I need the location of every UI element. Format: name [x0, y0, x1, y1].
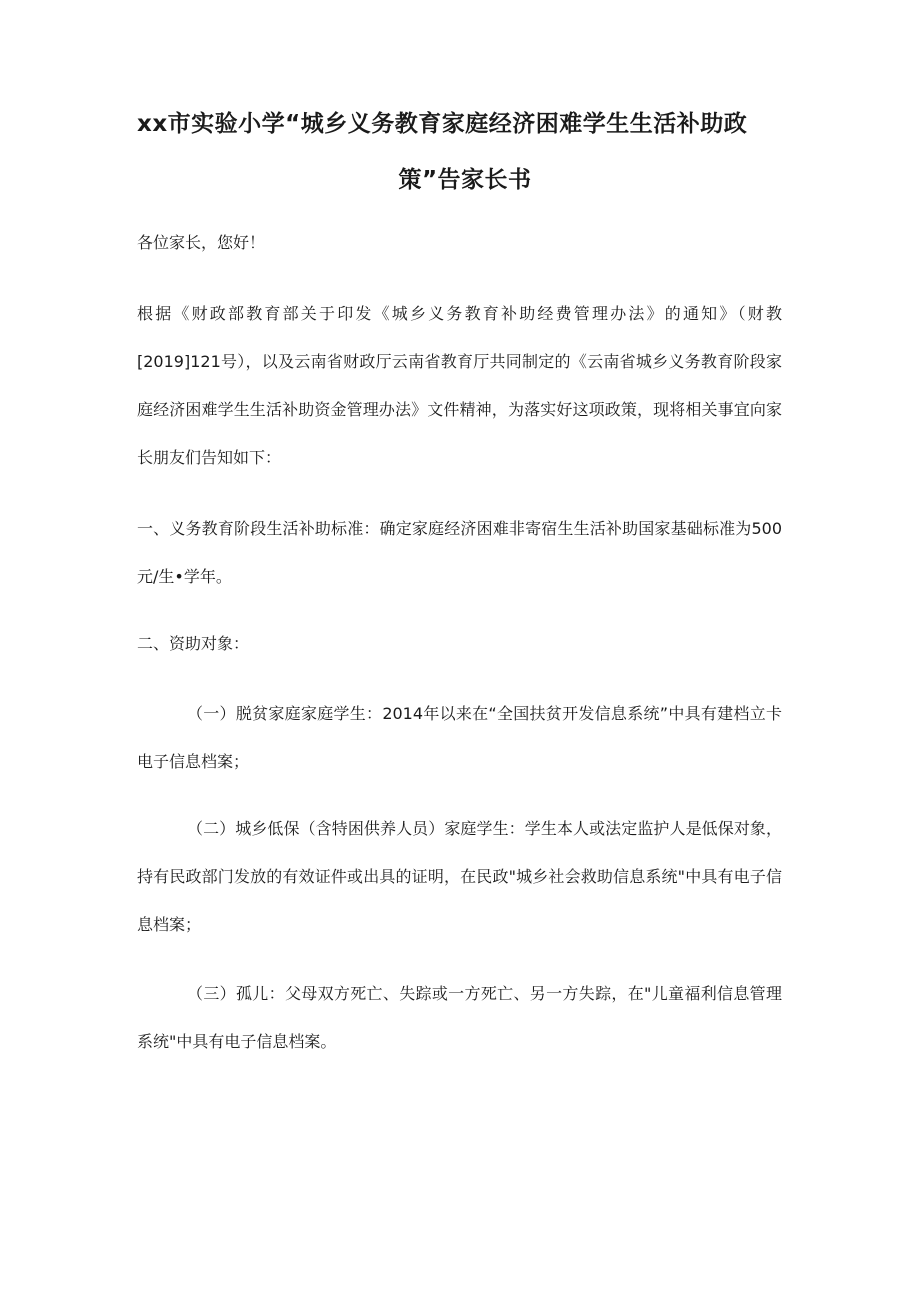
- item-2-low-income-families: （二）城乡低保（含特困供养人员）家庭学生：学生本人或法定监护人是低保对象，持有民政部门发放的有效证件或出具的证明，在民政"城乡社会救助信息系统"中具有电子信息档案；: [137, 819, 782, 934]
- item-1-poverty-families: （一）脱贫家庭家庭学生：2014年以来在“全国扶贫开发信息系统”中具有建档立卡电子信息档案；: [137, 704, 782, 771]
- section-2-heading: 二、资助对象：: [137, 634, 250, 653]
- item-3-orphans: （三）孤儿：父母双方死亡、失踪或一方死亡、另一方失踪，在"儿童福利信息管理系统"中具有电子信息档案。: [137, 984, 782, 1051]
- greeting: 各位家长，您好！: [137, 233, 266, 252]
- title-line-2: 策”告家长书: [398, 167, 532, 193]
- document-title: [137, 96, 783, 208]
- section-1-subsidy-standard: 一、义务教育阶段生活补助标准：确定家庭经济困难非寄宿生生活补助国家基础标准为500元/生•学年。: [137, 519, 782, 586]
- intro-paragraph: 根据《财政部教育部关于印发《城乡义务教育补助经费管理办法》的通知》（财教[2019]121号），以及云南省财政厅云南省教育厅共同制定的《云南省城乡义务教育阶段家庭经济困难学生生活补助资金管理办法》文件精神，为落实好这项政策，现将相关事宜向家长朋友们告知如下：: [137, 304, 782, 467]
- title-line-1: xx市实验小学“城乡义务教育家庭经济困难学生生活补助政: [137, 111, 748, 137]
